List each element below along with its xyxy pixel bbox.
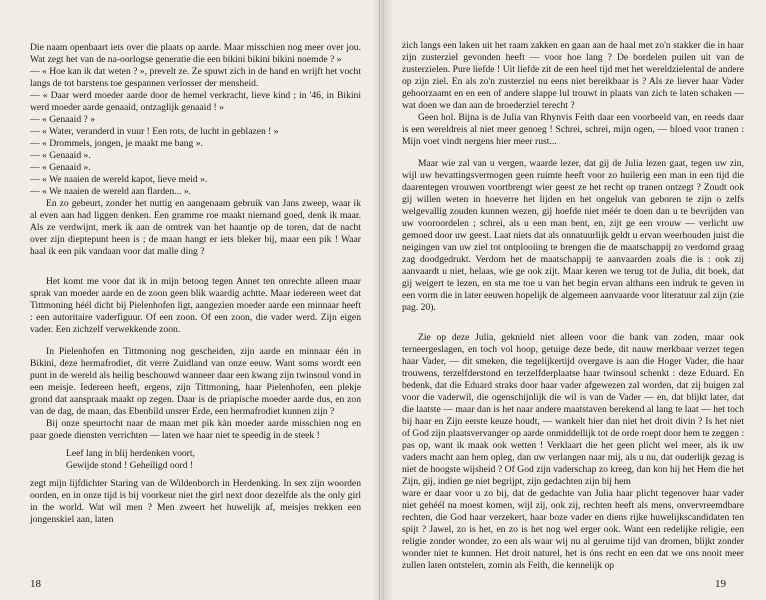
left-closing-paragraph: zegt mijn lijfdichter Staring van de Wildenborch in Herdenking. In sex zijn woorden oorden, en in onze tijd is bij voorkeur niet the girl next door dezelfde als the only girl in the world. Wat wil men ? Men zweert het huwelijk af, meisjes trekken een jongenskiel aan, laten <box>30 478 361 525</box>
verse-line: Gewijde stond ! Geheiligd oord ! <box>66 460 194 471</box>
right-paragraph: Geen hol. Bijna is de Julia van Rhynvis Feith daar een voorbeeld van, en reeds daar is een wereldreis al niet meer genoeg ! Schrei, schrei, mijn ogen, — bloed voor tranen : Mijn voet vindt nergens hier meer rust... <box>402 112 744 147</box>
left-paragraph: — « Genaaid ». <box>30 162 91 173</box>
left-paragraph: Het komt me voor dat ik in mijn betoog tegen Annet ten onrechte alleen maar sprak van moeder aarde en de zoon geen blik waardig achtte. Maar iedereen weet dat Tittmoning héél dicht bij Pielenhofen ligt, aangezien moeder aarde een minnaar heeft : een autoritaire vaderfiguur. Of een zoon. Of een zoon, die vader werd. Zijn eigen vader. Een zichzelf verwekkende zoon. <box>30 276 361 335</box>
right-paragraph: Maar wie zal van u vergen, waarde lezer, dat gij de Julia lezen gaat, tegen uw zin, wijl uw bevattingsvermogen geen ruimte heeft voor zo huilerig een man in een tijd die daarentegen vrouwen voortbrengt wier geest ze het recht op tranen ontzegt ? Zoudt ook gij willen weten in hoeverre het lijden en het ongeluk van geboren te zijn o zelfs welgevallig zouden kunnen wezen, gij hoefde niet méér te doen dan u te bevrijden van uw vooroordelen ; schrei, als u een man bent, en, zijt ge een vrouw — verlicht uw gemoed door uw geest. Laat niets dat als onnatuurlijk geldt u ervan weerhouden juist die neigingen van uw ziel tot ontplooiing te brengen die de maatschappij zo verdomd graag zag doodgedrukt. Verdom het de maatschappij te aanvaarden zoals die is : ook zij aanvaardt u niet, helaas, wie ge ook zijt. Maar keren we terug tot de Julia, dit boek, dat gij weigert te lezen, en sta me toe u van het begin ervan althans een indruk te geven in een vorm die in later eeuwen hopelijk de algemeen aanvaarde voor literatuur zal zijn (zie pag. 20). <box>402 158 744 313</box>
left-paragraph: — « Water, veranderd in vuur ! Een rots, de lucht in geblazen ! » <box>30 126 279 137</box>
left-paragraph: — « Hoe kan ik dat weten ? », prevelt ze. Ze spuwt zich in de hand en wrijft het vocht langs de tot barstens toe gespannen verlosser der mensheid. <box>30 66 361 89</box>
page-number-right: 19 <box>715 578 726 590</box>
left-paragraph: — « Genaaid ». <box>30 150 91 161</box>
verse-line: Leef lang in blij herdenken voort, <box>66 448 195 459</box>
left-paragraph: — « Drommels, jongen, je maakt me bang ». <box>30 138 203 149</box>
left-paragraph: Die naam openbaart iets over die plaats op aarde. Maar misschien nog meer over jou. Wat zegt het van de na-oorlogse generatie die een bikini bikini bikini noemde ? » <box>30 42 361 65</box>
right-paragraph: zich langs een laken uit het raam zakken en gaan aan de haal met zo'n stakker die in haar zijn zusterziel gevonden heeft — voor hoe lang ? De bordelen puilen uit van de zusterzielen. Pure liefde ! Uit liefde zit de een heel tijd met het wereldzielental de andere op zijn ziel. En als zo'n zusterziel nu eens niet bereikbaar is ? Als ze liever haar Vader gehoorzaamt en en een of andere slappe lul trouwt in plaats van zich te laten schaken — wat doen we dan aan de broederziel terecht ? <box>402 40 744 111</box>
right-paragraph: Zie op deze Julia, geknield niet alleen voor die bank van zoden, maar ook terneergeslagen, en toch vol hoop, getuige deze bede, dit nauw merkbaar verzet tegen haar Vader, — dit smeken, die tegelijkertijd overgave is aan die Hoger Vader, die haar trouwens, terzelfderstond en terzelfderplaatse haar twinsoul schenkt : deze Eduard. En bedenk, dat die Eduard straks door haar vader afgewezen zal worden, dat zij buigen zal voor die vaderwil, die ogenschijnlijk die wil is van de Vader — en, dat blijkt later, dat die laatste — maar dan is het naar andere maatstaven berekend al lang te laat — het toch bij haar en Zijn eerste keuze houdt, — wankelt hier dan niet het droit divin ? Is het niet of God zijn plaatsvervanger op aarde onmiddellijk tot de orde roept door hem te zeggen : pas op, want ik maak ook wetten ! Verklaart die het geen plicht wel meer, als ik uw vaders macht aan hem opleg, dan uw verlangen naar mij, als u nu, dat ouderlijk gezag is niet de hoogste wijsheid ? Of God zijn vaderschap zo kreeg, dan kon hij het Hem die het Zijn, gij, indien ge niet begrijpt, zijn gedachten zijn bij hem <box>402 332 744 487</box>
left-page-text <box>30 42 361 526</box>
page-number-left: 18 <box>30 578 41 590</box>
left-paragraph: — « We naaien de wereld kapot, lieve meid ». <box>30 174 208 185</box>
right-page-text <box>402 40 744 572</box>
left-paragraph: Bij onze speurtocht naar de maan met pik kàn moeder aarde misschien nog en paar goede diensten verrichten — laten we haar niet te speedig in de steek ! <box>30 418 361 441</box>
left-paragraph: — « We naaien de wereld aan flarden... ». <box>30 186 192 197</box>
left-paragraph: — « Genaaid ? » <box>30 114 96 125</box>
right-paragraph: ware er daar voor u zo bij, dat de gedachte van Julia haar plicht tegenover haar vader niet gehéél na moest komen, wijl zij, ook zij, rechten heeft als mens, onvervreemdbare rechten, die God haar verzekert, haar boze vader en diens rijke huwelijkscandidaten ten spijt ? Jawel, zo is het, en zo is het nog wel erger ook. Want een redelijke religie, een religie zonder wonder, zo een als waar wij nu al geruime tijd van dromen, blijkt zonder wonder niet te kunnen. Het droit naturel, het is óns recht en een dat we ons nooit meer zullen laten ontstelen, zomin als Feith, die kennelijk op <box>402 488 744 571</box>
left-paragraph: En zo gebeurt, zonder het nuttig en aangenaam gebruik van Jans zweep, waar ik al even aan had liggen denken. Een gramme roe maakt niemand goed, denk ik maar. Als ze verdwijnt, merk ik aan de omtrek van het haantje op de toren, dat de nacht over zijn dieptepunt heen is ; de maan hangt er iets bleker bij, maar een pik ! Waar haal ik een pik vandaan voor dat malle ding ? <box>30 198 361 257</box>
left-paragraph: In Pielenhofen en Tittmoning nog gescheiden, zijn aarde en minnaar één in Bikini, deze hermafrodiet, dit verre Zuidland van onze eeuw. Want soms wordt een punt in de wereld als heilig beschouwd wanneer daar een kwang zijn twinsoul vond in een meisje. Iedereen heeft, ergens, zijn Tittmoning, haar Pielenhofen, een plekje grond dat aanspraak maakt op zegen. Daar is de priapische moeder aarde dus, en zon van de dag, de maan, das Ebenbild unsrer Erde, een hermafrodiet kunnen zijn ? <box>30 346 361 417</box>
verse-quote <box>66 448 361 472</box>
right-page <box>380 0 766 600</box>
left-paragraph: — « Daar werd moeder aarde door de hemel verkracht, lieve kind ; in '46, in Bikini werd moeder aarde genaaid, ontzaglijk genaaid ! » <box>30 90 361 113</box>
left-page <box>0 0 380 600</box>
